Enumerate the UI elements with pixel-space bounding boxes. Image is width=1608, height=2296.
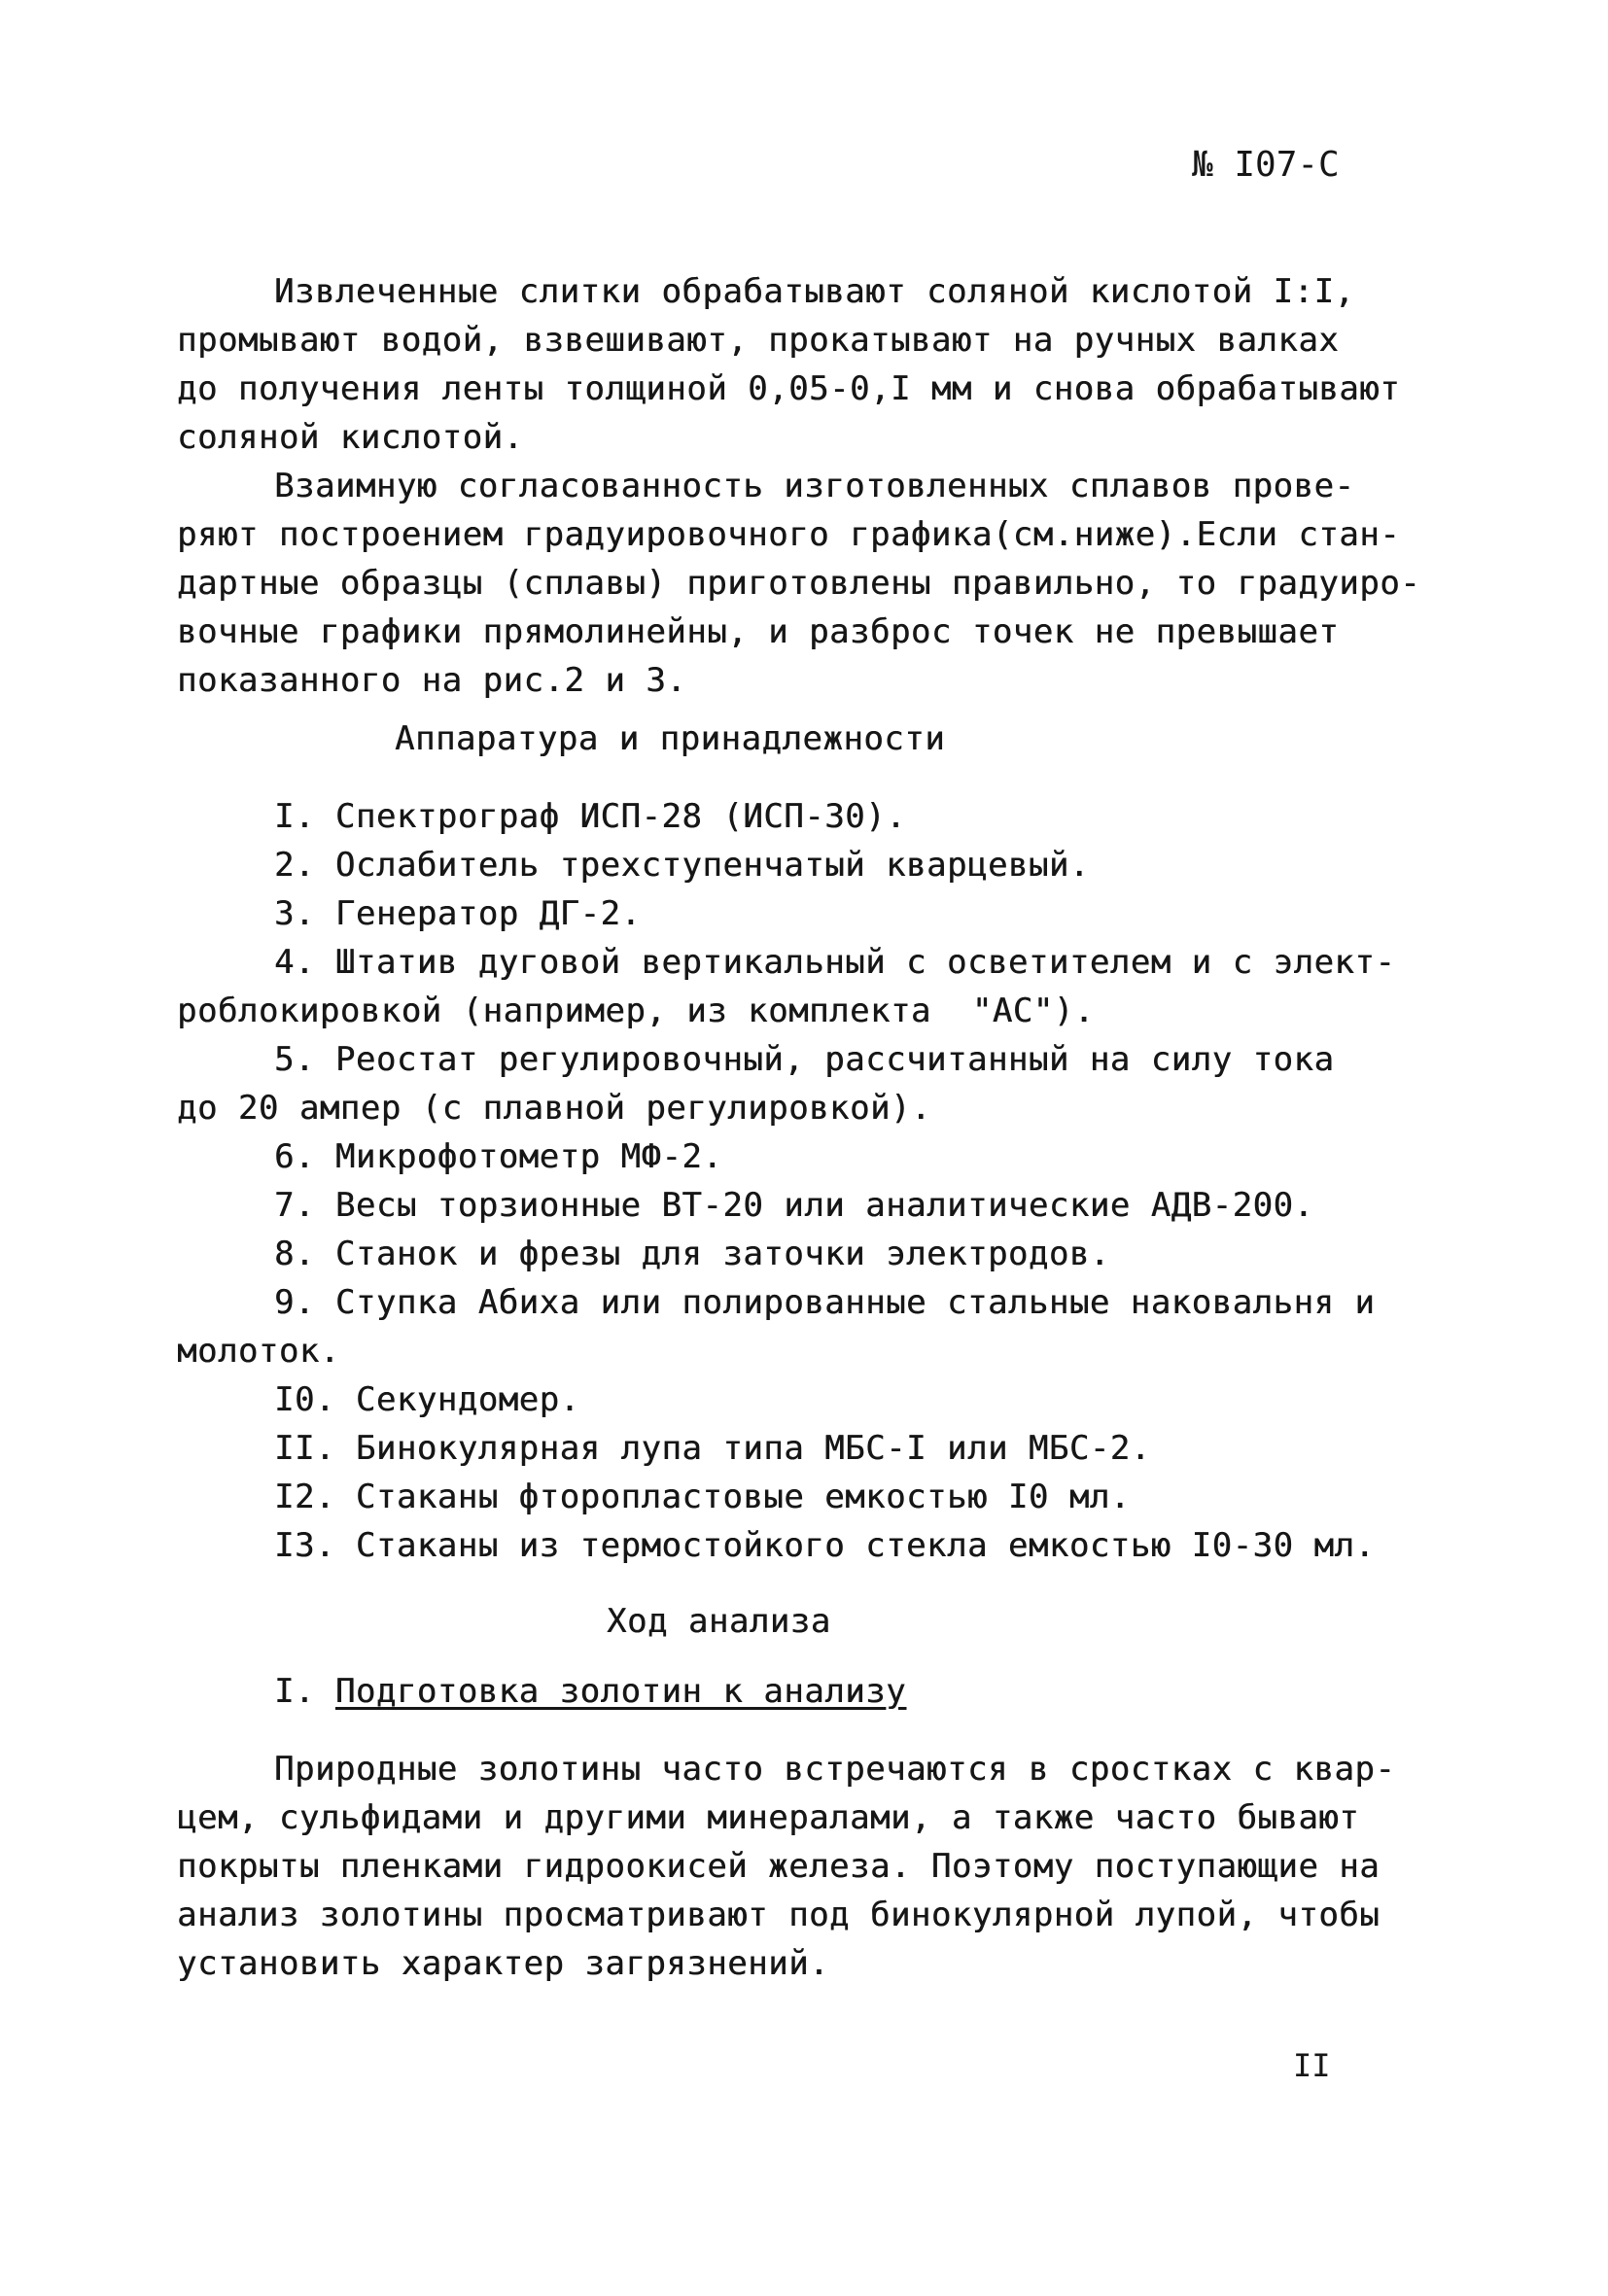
paragraph-line: ряют построением градуировочного графика(см.ниже).Если стан-	[177, 515, 1401, 554]
equipment-item: 5. Реостат регулировочный, рассчитанный на силу тока	[274, 1040, 1335, 1079]
equipment-item: 3. Генератор ДГ-2.	[274, 894, 642, 933]
equipment-item: до 20 ампер (с плавной регулировкой).	[177, 1089, 931, 1128]
subsection-heading	[274, 1672, 906, 1711]
equipment-item: I. Спектрограф ИСП-28 (ИСП-30).	[274, 797, 907, 836]
paragraph-line: покрыты пленками гидроокисей железа. Поэтому поступающие на	[177, 1847, 1381, 1886]
subsection-title: Подготовка золотин к анализу	[334, 1672, 907, 1711]
equipment-item: I2. Стаканы фторопластовые емкостью I0 мл.	[274, 1478, 1131, 1516]
section-heading-equipment: Аппаратура и принадлежности	[395, 719, 946, 758]
paragraph-line: дартные образцы (сплавы) приготовлены правильно, то градуиро-	[177, 564, 1421, 603]
page-number: II	[1293, 2047, 1331, 2084]
paragraph-line: до получения ленты толщиной 0,05-0,I мм и снова обрабатывают	[177, 369, 1401, 408]
equipment-item: 9. Ступка Абиха или полированные стальные наковальня и	[274, 1283, 1376, 1322]
paragraph-line: цем, сульфидами и другими минералами, а также часто бывают	[177, 1798, 1360, 1837]
paragraph-line: соляной кислотой.	[177, 418, 524, 457]
paragraph-line: Взаимную согласованность изготовленных сплавов прове-	[274, 467, 1355, 505]
equipment-item: молоток.	[177, 1332, 340, 1371]
equipment-item: I3. Стаканы из термостойкого стекла емкостью I0-30 мл.	[274, 1526, 1376, 1565]
subsection-number: I.	[274, 1672, 335, 1711]
paragraph-line: анализ золотины просматривают под бинокулярной лупой, чтобы	[177, 1896, 1381, 1934]
equipment-item: 7. Весы торзионные ВТ-20 или аналитические АДВ-200.	[274, 1186, 1314, 1225]
paragraph-line: Извлеченные слитки обрабатывают соляной кислотой I:I,	[274, 272, 1355, 311]
equipment-item: I0. Секундомер.	[274, 1380, 580, 1419]
equipment-item: 8. Станок и фрезы для заточки электродов.	[274, 1235, 1110, 1273]
paragraph-line: Природные золотины часто встречаются в сростках с квар-	[274, 1750, 1396, 1789]
equipment-item: II. Бинокулярная лупа типа МБС-I или МБС-2.	[274, 1429, 1151, 1468]
document-number: № I07-С	[1192, 145, 1340, 185]
equipment-item: 6. Микрофотометр МФ-2.	[274, 1137, 723, 1176]
paragraph-line: промывают водой, взвешивают, прокатывают на ручных валках	[177, 321, 1340, 360]
paragraph-line: показанного на рис.2 и 3.	[177, 661, 687, 700]
section-heading-analysis: Ход анализа	[607, 1602, 831, 1641]
equipment-item: роблокировкой (например, из комплекта "АС").	[177, 991, 1095, 1030]
equipment-item: 2. Ослабитель трехступенчатый кварцевый.	[274, 846, 1090, 885]
paragraph-line: вочные графики прямолинейны, и разброс точек не превышает	[177, 612, 1340, 651]
equipment-item: 4. Штатив дуговой вертикальный с осветителем и с элект-	[274, 943, 1396, 982]
paragraph-line: установить характер загрязнений.	[177, 1944, 830, 1983]
